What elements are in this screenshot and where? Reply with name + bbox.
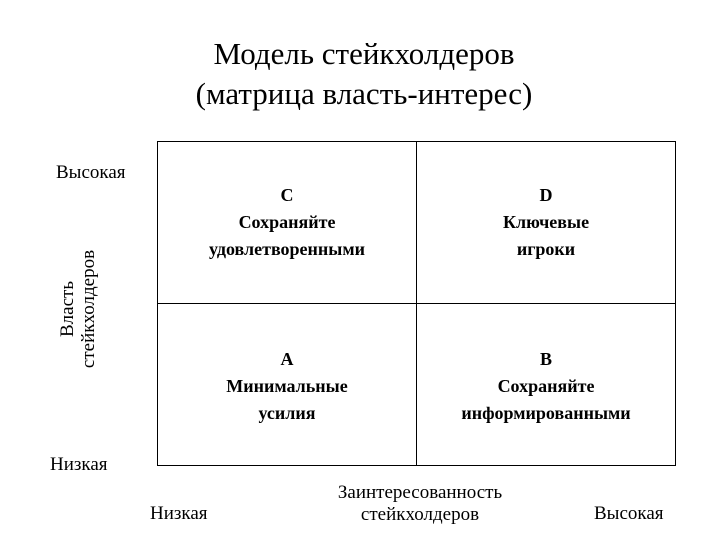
x-axis-title-line-1: Заинтересованность [337, 482, 503, 503]
quadrant-a-line-1: Минимальные [226, 376, 348, 396]
power-interest-matrix [157, 141, 676, 466]
quadrant-d [416, 182, 676, 263]
x-axis-low-label: Низкая [150, 503, 208, 524]
x-axis-high-label: Высокая [594, 503, 664, 524]
quadrant-c-line-2: удовлетворенными [209, 239, 365, 259]
quadrant-b-line-2: информированными [461, 403, 631, 423]
page-title [0, 34, 728, 114]
quadrant-b-letter: B [539, 349, 552, 369]
y-axis-title-line-1: Власть [57, 281, 78, 337]
quadrant-d-letter: D [539, 185, 553, 205]
quadrant-a-line-2: усилия [258, 403, 316, 423]
quadrant-b-line-1: Сохраняйте [497, 376, 595, 396]
y-axis-title [57, 199, 99, 419]
quadrant-d-line-1: Ключевые [502, 212, 590, 232]
quadrant-c-letter: C [280, 185, 294, 205]
x-axis-title-line-2: стейкхолдеров [360, 504, 480, 525]
title-line-1: Модель стейкхолдеров [213, 36, 515, 71]
y-axis-low-label: Низкая [50, 454, 108, 475]
title-line-2: (матрица власть-интерес) [195, 76, 533, 111]
quadrant-a-letter: A [280, 349, 294, 369]
y-axis-title-line-2: стейкхолдеров [78, 249, 99, 369]
quadrant-a [158, 346, 416, 427]
quadrant-d-line-2: игроки [516, 239, 576, 259]
quadrant-b [416, 346, 676, 427]
x-axis-title [300, 482, 540, 526]
y-axis-high-label: Высокая [56, 162, 126, 183]
quadrant-c [158, 182, 416, 263]
quadrant-c-line-1: Сохраняйте [238, 212, 336, 232]
